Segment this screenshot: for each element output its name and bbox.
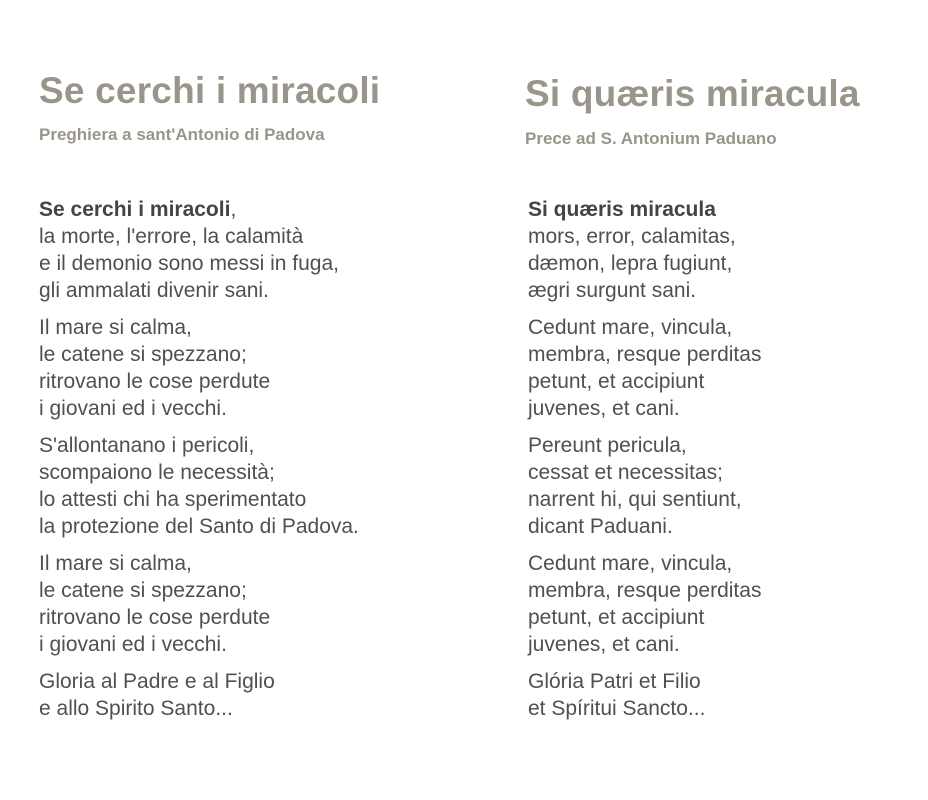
prayer-line: narrent hi, qui sentiunt, [528,488,742,511]
prayer-line: petunt, et accipiunt [528,606,705,629]
prayer-line: petunt, et accipiunt [528,370,705,393]
prayer-line: gli ammalati divenir sani. [39,279,269,302]
italian-title: Se cerchi i miracoli [39,70,381,111]
prayer-line: e il demonio sono messi in fuga, [39,252,339,275]
latin-stanza-5 [528,668,761,722]
italian-subtitle: Preghiera a sant'Antonio di Padova [39,125,325,144]
italian-first-line-rest: , [230,198,237,221]
latin-first-line [528,196,761,223]
prayer-line: ritrovano le cose perdute [39,606,271,629]
prayer-line: juvenes, et cani. [528,397,680,420]
latin-stanza-2 [528,314,761,422]
prayer-line: Pereunt pericula, [528,434,687,457]
italian-stanza-4 [39,550,359,658]
prayer-line: mors, error, calamitas, [528,225,736,248]
prayer-line: ritrovano le cose perdute [39,370,271,393]
italian-prayer-text [39,196,359,732]
italian-first-line-bold: Se cerchi i miracoli [39,198,231,221]
prayer-line: la morte, l'errore, la calamità [39,225,304,248]
prayer-line: cessat et necessitas; [528,461,723,484]
prayer-line: Glória Patri et Filio [528,670,701,693]
prayer-line: i giovani ed i vecchi. [39,633,227,656]
italian-stanza-3 [39,432,359,540]
latin-first-line-bold: Si quæris miracula [528,198,716,221]
prayer-line: i giovani ed i vecchi. [39,397,227,420]
prayer-line: dicant Paduani. [528,515,673,538]
latin-subtitle: Prece ad S. Antonium Paduano [525,129,777,148]
latin-title: Si quæris miracula [525,73,860,114]
italian-stanza-2 [39,314,359,422]
prayer-line: lo attesti chi ha sperimentato [39,488,307,511]
prayer-line: Cedunt mare, vincula, [528,316,733,339]
prayer-line: Cedunt mare, vincula, [528,552,733,575]
italian-first-line [39,196,359,223]
prayer-line: ægri surgunt sani. [528,279,697,302]
prayer-line: scompaiono le necessità; [39,461,275,484]
prayer-line: e allo Spirito Santo... [39,697,233,720]
prayer-line: la protezione del Santo di Padova. [39,515,359,538]
italian-stanza-1 [39,196,359,304]
prayer-line: membra, resque perditas [528,343,762,366]
latin-stanza-4 [528,550,761,658]
latin-stanza-3 [528,432,761,540]
prayer-line: S'allontanano i pericoli, [39,434,255,457]
prayer-line: membra, resque perditas [528,579,762,602]
prayer-line: le catene si spezzano; [39,579,247,602]
prayer-line: juvenes, et cani. [528,633,680,656]
prayer-line: dæmon, lepra fugiunt, [528,252,733,275]
prayer-line: et Spíritui Sancto... [528,697,706,720]
latin-prayer-text [528,196,761,732]
prayer-line: le catene si spezzano; [39,343,247,366]
prayer-line: Il mare si calma, [39,316,192,339]
prayer-line: Il mare si calma, [39,552,192,575]
italian-stanza-5 [39,668,359,722]
prayer-line: Gloria al Padre e al Figlio [39,670,275,693]
latin-stanza-1 [528,196,761,304]
